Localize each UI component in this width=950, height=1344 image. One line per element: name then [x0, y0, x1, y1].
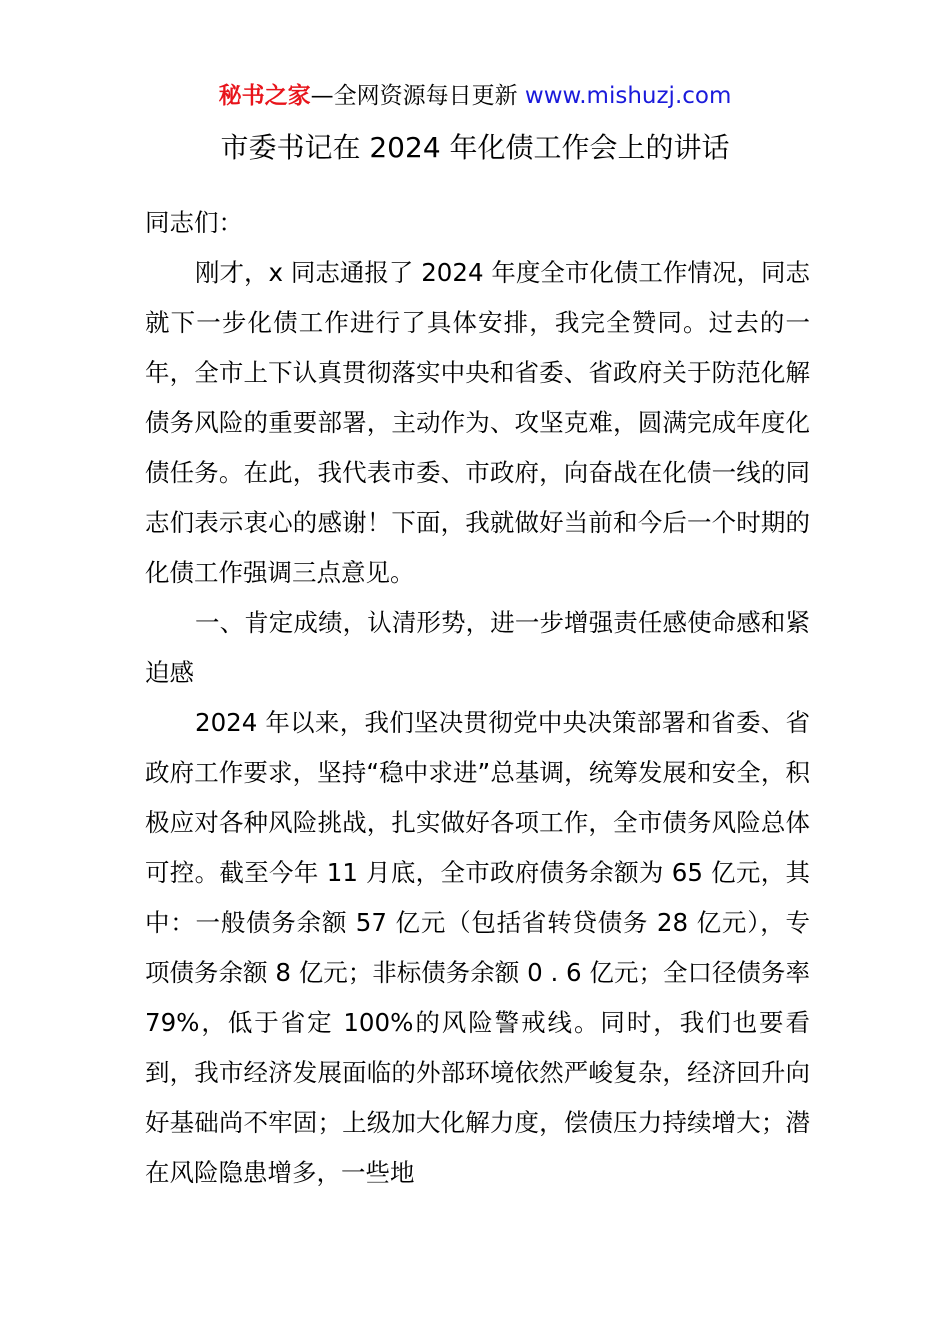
- document-body: [145, 194, 810, 1198]
- brand-name: 秘书之家: [218, 83, 311, 109]
- salutation: 同志们：: [145, 208, 243, 237]
- paragraph-intro: 刚才，x 同志通报了 2024 年度全市化债工作情况，同志就下一步化债工作进行了具体安排，我完全赞同。过去的一年，全市上下认真贯彻落实中央和省委、省政府关于防范化解债务风险的重要部署，主动作为、攻坚克难，圆满完成年度化债任务。在此，我代表市委、市政府，向奋战在化债一线的同志们表示衷心的感谢！下面，我就做好当前和今后一个时期的化债工作强调三点意见。: [145, 258, 810, 587]
- site-header: [0, 80, 950, 112]
- paragraph-2024-review: 2024 年以来，我们坚决贯彻党中央决策部署和省委、省政府工作要求，坚持“稳中求进”总基调，统筹发展和安全，积极应对各种风险挑战，扎实做好各项工作，全市债务风险总体可控。截至今年 11 月底，全市政府债务余额为 65 亿元，其中：一般债务余额 57 亿元（包括省转贷债务 28 亿元），专项债务余额 8 亿元；非标债务余额 0 . 6 亿元；全口径债务率 79%，低于省定 100%的风险警戒线。同时，我们也要看到，我市经济发展面临的外部环境依然严峻复杂，经济回升向好基础尚不牢固；上级加大化解力度，偿债压力持续增大；潜在风险隐患增多，一些地: [145, 708, 810, 1187]
- header-tagline: —全网资源每日更新: [310, 83, 525, 109]
- section-heading-1: 一、肯定成绩，认清形势，进一步增强责任感使命感和紧迫感: [145, 608, 810, 687]
- site-url[interactable]: www.mishuzj.com: [524, 83, 732, 109]
- document-title: 市委书记在 2024 年化债工作会上的讲话: [220, 131, 730, 164]
